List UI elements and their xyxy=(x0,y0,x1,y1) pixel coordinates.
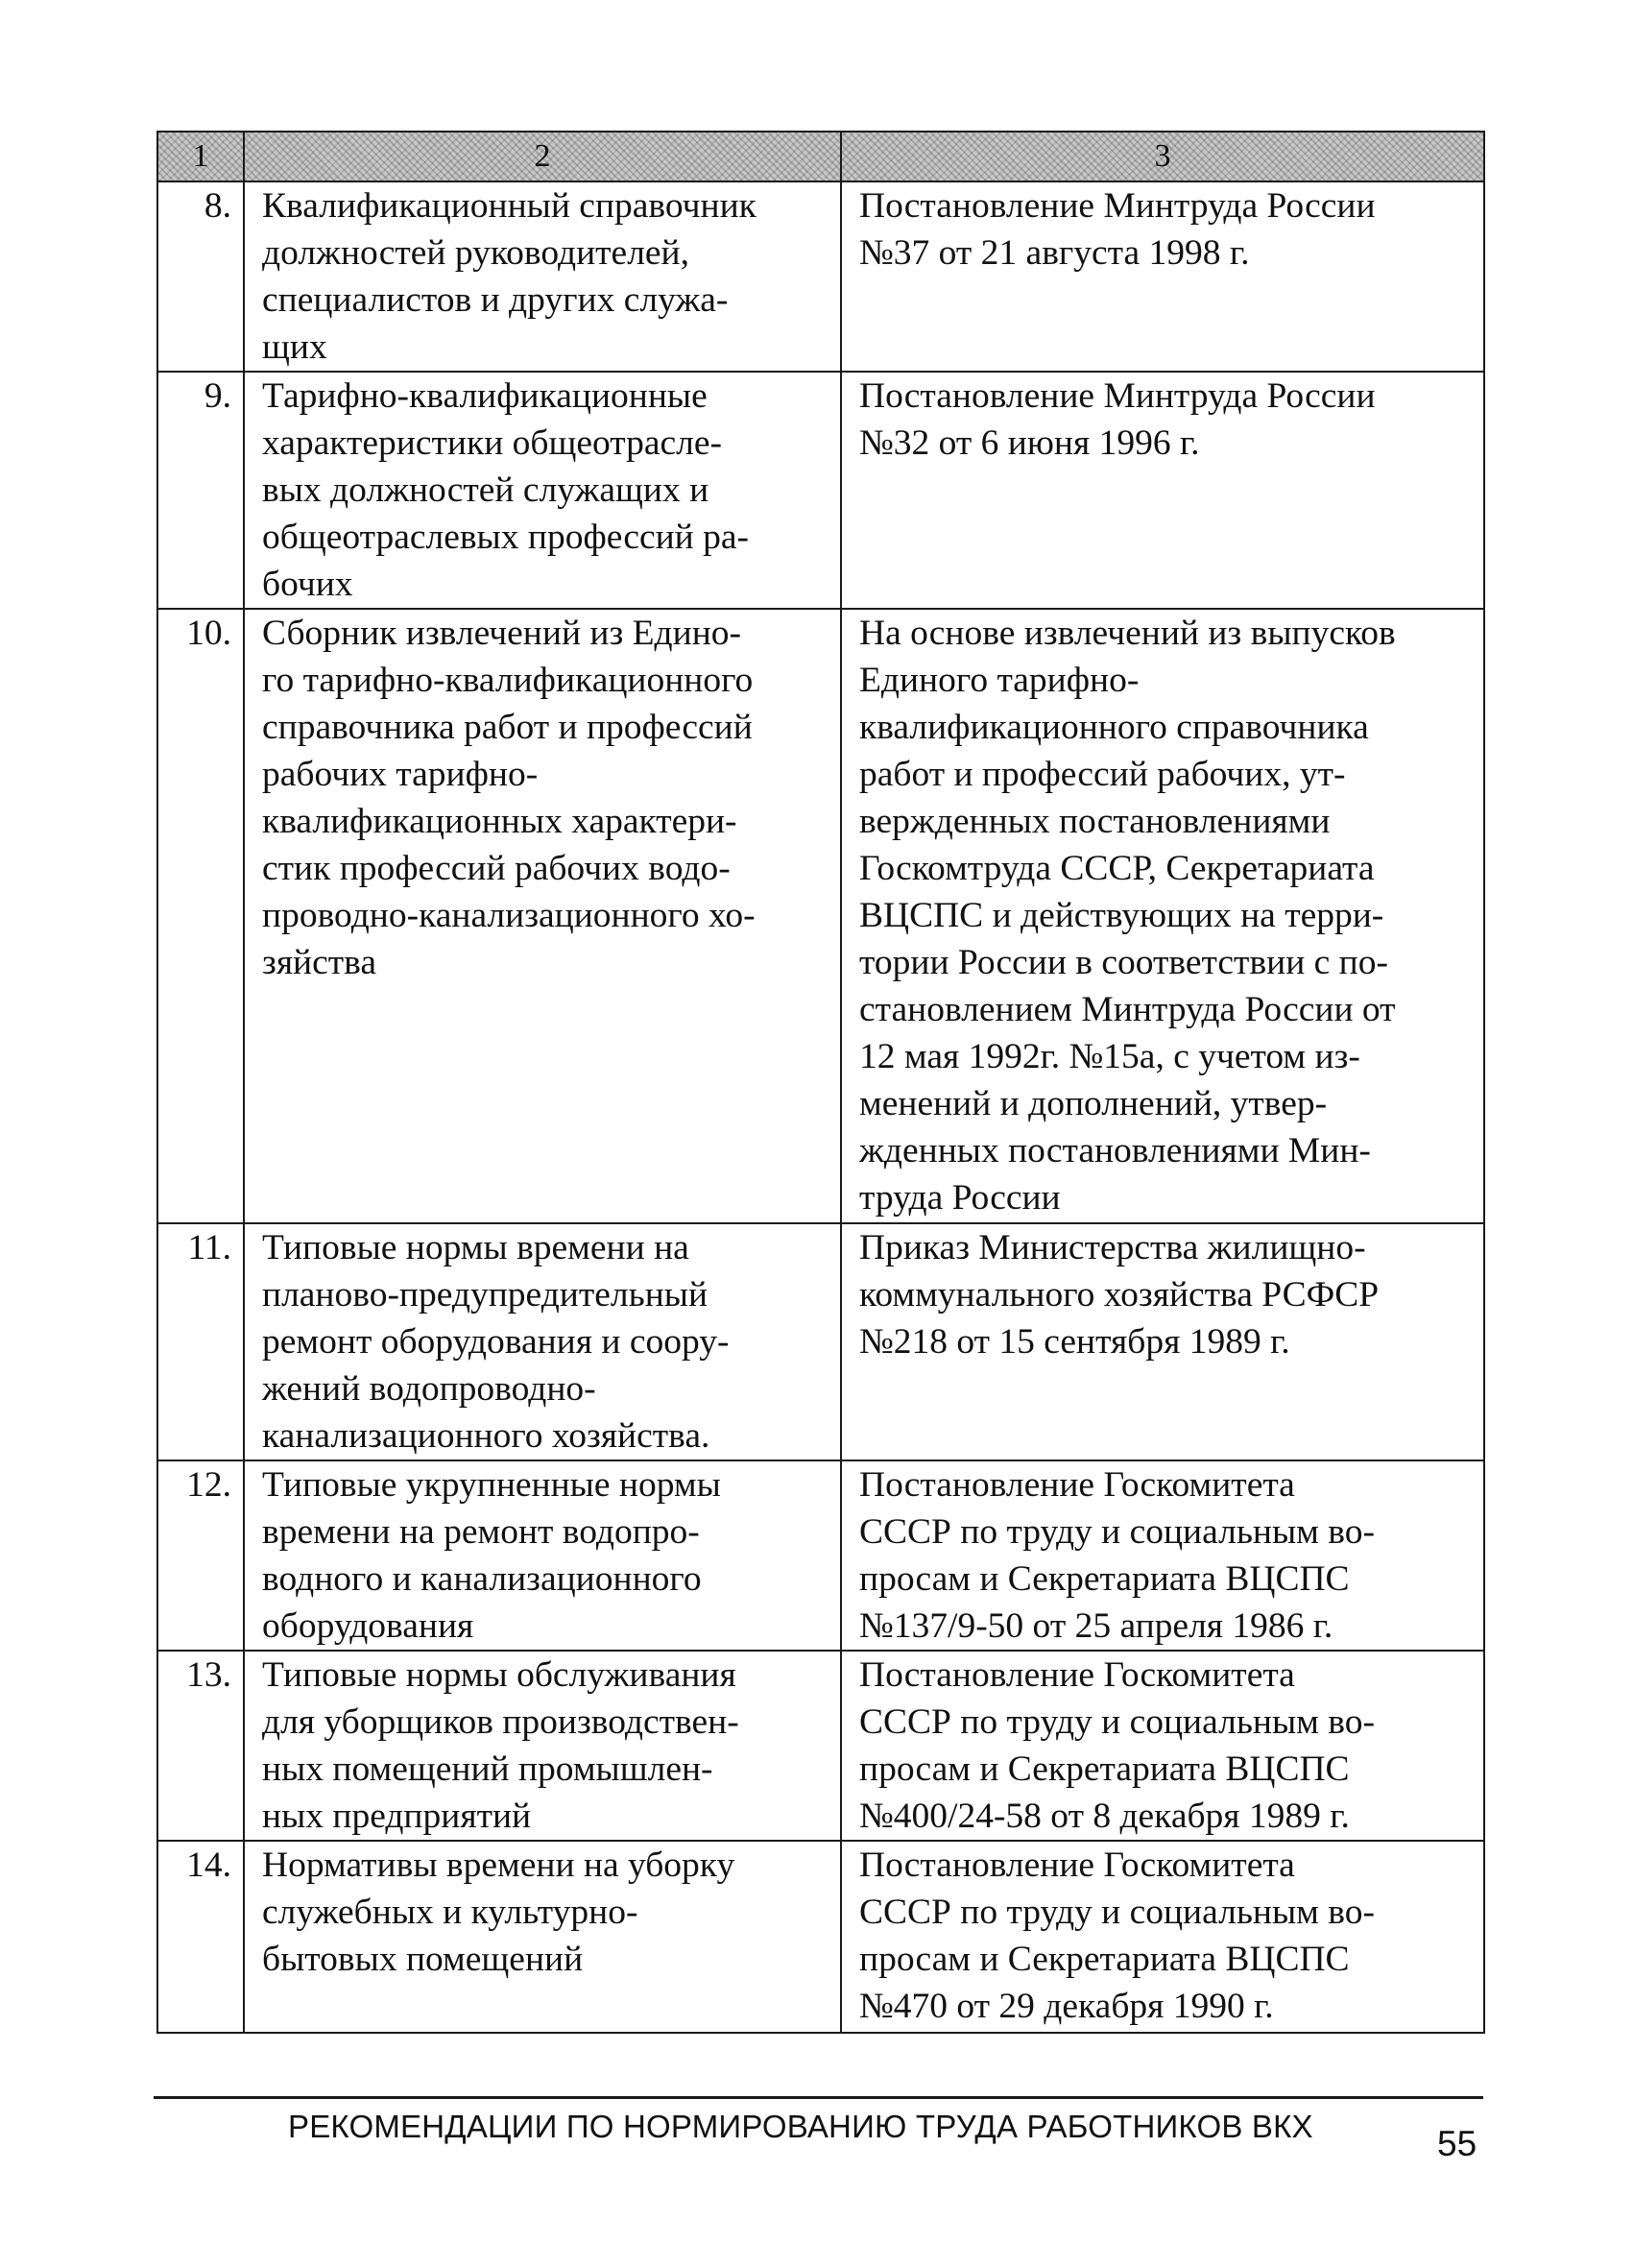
row-number: 10. xyxy=(157,609,244,1223)
approval-source-text: Постановление Госкомитета СССР по труду и социальным во- просам и Секретариата ВЦСПС №400/24-58 от 8 декабря 1989 г. xyxy=(859,1655,1375,1836)
approval-source xyxy=(841,1223,1484,1460)
document-name xyxy=(244,1841,841,2033)
row-number: 13. xyxy=(157,1651,244,1841)
approval-source-text: На основе извлечений из выпусков Единого тарифно- квалификационного справочника работ и профессий рабочих, ут- вержденных постановлениями Госкомтруда СССР, Секретариата ВЦСПС и действующих на терри- тории России в соответствии с по- становлением Минтруда России от 12 мая 1992г. №15а, с учетом из- менений и дополнений, утвер- жденных постановлениями Мин- труда России xyxy=(859,614,1396,1218)
document-name xyxy=(244,1460,841,1651)
page-number: 55 xyxy=(1437,2124,1477,2163)
document-name xyxy=(244,372,841,609)
approval-source xyxy=(841,1460,1484,1651)
document-name-text: Типовые нормы времени на планово-предупредительный ремонт оборудования и соору- жений водопроводно- канализационного хозяйства. xyxy=(262,1228,730,1456)
document-name-text: Типовые нормы обслуживания для уборщиков производствен- ных помещений промышлен- ных предприятий xyxy=(262,1655,739,1836)
table-row xyxy=(157,609,1484,1223)
table-body xyxy=(157,181,1484,2033)
approval-source xyxy=(841,372,1484,609)
approval-source-text: Постановление Минтруда России №37 от 21 августа 1998 г. xyxy=(859,186,1376,273)
approval-source xyxy=(841,181,1484,372)
table-row xyxy=(157,1651,1484,1841)
row-number: 8. xyxy=(157,181,244,372)
approval-source xyxy=(841,1651,1484,1841)
table-row xyxy=(157,372,1484,609)
column-header-source: 3 xyxy=(841,132,1484,181)
approval-source-text: Приказ Министерства жилищно- коммунального хозяйства РСФСР №218 от 15 сентября 1989 г. xyxy=(859,1228,1380,1362)
document-name-text: Нормативы времени на уборку служебных и культурно- бытовых помещений xyxy=(262,1846,735,1979)
row-number: 14. xyxy=(157,1841,244,2033)
column-header-number: 1 xyxy=(157,132,244,181)
document-name xyxy=(244,181,841,372)
table-header-row xyxy=(157,132,1484,181)
table-header xyxy=(157,132,1484,181)
document-name-text: Типовые укрупненные нормы времени на ремонт водопро- водного и канализационного оборудования xyxy=(262,1465,721,1646)
document-name-text: Квалификационный справочник должностей руководителей, специалистов и других служа- щих xyxy=(262,186,756,367)
row-number: 9. xyxy=(157,372,244,609)
row-number: 11. xyxy=(157,1223,244,1460)
table-row xyxy=(157,1223,1484,1460)
document-name-text: Тарифно-квалификационные характеристики общеотрасле- вых должностей служащих и общеотраслевых профессий ра- бочих xyxy=(262,376,750,604)
column-header-document: 2 xyxy=(244,132,841,181)
footer-title: РЕКОМЕНДАЦИИ ПО НОРМИРОВАНИЮ ТРУДА РАБОТНИКОВ ВКХ xyxy=(288,2109,1313,2144)
document-name xyxy=(244,1651,841,1841)
document-name-text: Сборник извлечений из Едино- го тарифно-квалификационного справочника работ и профессий рабочих тарифно- квалификационных характери- стик профессий рабочих водо- проводно-канализационного хо- зяйства xyxy=(262,614,756,982)
approval-source xyxy=(841,609,1484,1223)
approval-source-text: Постановление Госкомитета СССР по труду и социальным во- просам и Секретариата ВЦСПС №470 от 29 декабря 1990 г. xyxy=(859,1846,1375,2026)
table-row xyxy=(157,1460,1484,1651)
table-row xyxy=(157,181,1484,372)
table-row xyxy=(157,1841,1484,2033)
row-number: 12. xyxy=(157,1460,244,1651)
document-name xyxy=(244,1223,841,1460)
approval-source-text: Постановление Госкомитета СССР по труду и социальным во- просам и Секретариата ВЦСПС №137/9-50 от 25 апреля 1986 г. xyxy=(859,1465,1375,1646)
regulations-table xyxy=(156,131,1485,2034)
document-name xyxy=(244,609,841,1223)
approval-source xyxy=(841,1841,1484,2033)
footer-divider xyxy=(154,2096,1483,2099)
approval-source-text: Постановление Минтруда России №32 от 6 июня 1996 г. xyxy=(859,376,1376,463)
